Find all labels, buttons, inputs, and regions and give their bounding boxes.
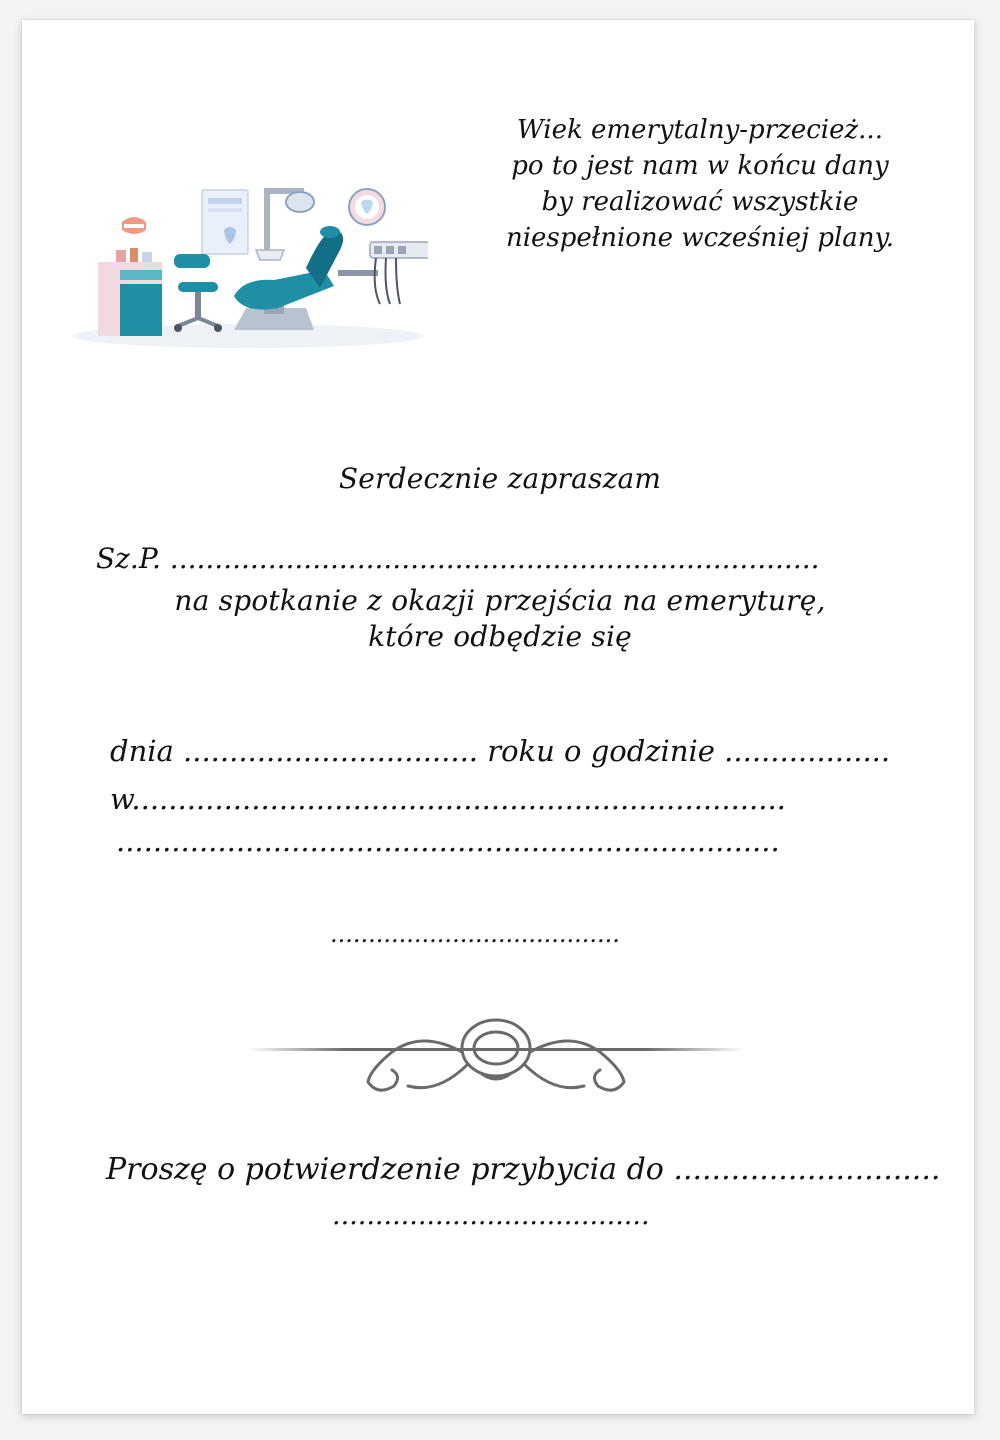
date-time-line: dnia ................................ roku o godzinie .................. — [110, 734, 891, 768]
verse-line: niespełnione wcześniej plany. — [505, 223, 895, 253]
recipient-line: Sz.P. ......................................................................... — [96, 542, 820, 575]
verse-line: po to jest nam w końcu dany — [511, 151, 889, 181]
invitation-heading: Serdecznie zapraszam — [338, 462, 662, 495]
signature-line: ...................................... — [330, 920, 620, 948]
follow-line: które odbędzie się — [368, 620, 632, 653]
swirl-ornament-icon — [248, 1012, 744, 1108]
occasion-line: na spotkanie z okazji przejścia na emeryturę, — [174, 584, 826, 617]
verse-block — [490, 112, 910, 256]
rsvp-line-continued: ..................................... — [332, 1200, 650, 1231]
rsvp-line: Proszę o potwierdzenie przybycia do ............................ — [106, 1152, 941, 1187]
place-line: w....................................................................... — [110, 782, 786, 816]
dental-office-illustration-icon — [68, 184, 428, 354]
verse-line: Wiek emerytalny-przecież... — [517, 115, 883, 145]
place-line-continued: ........................................................................ — [116, 824, 780, 858]
verse-line: by realizować wszystkie — [541, 187, 859, 217]
